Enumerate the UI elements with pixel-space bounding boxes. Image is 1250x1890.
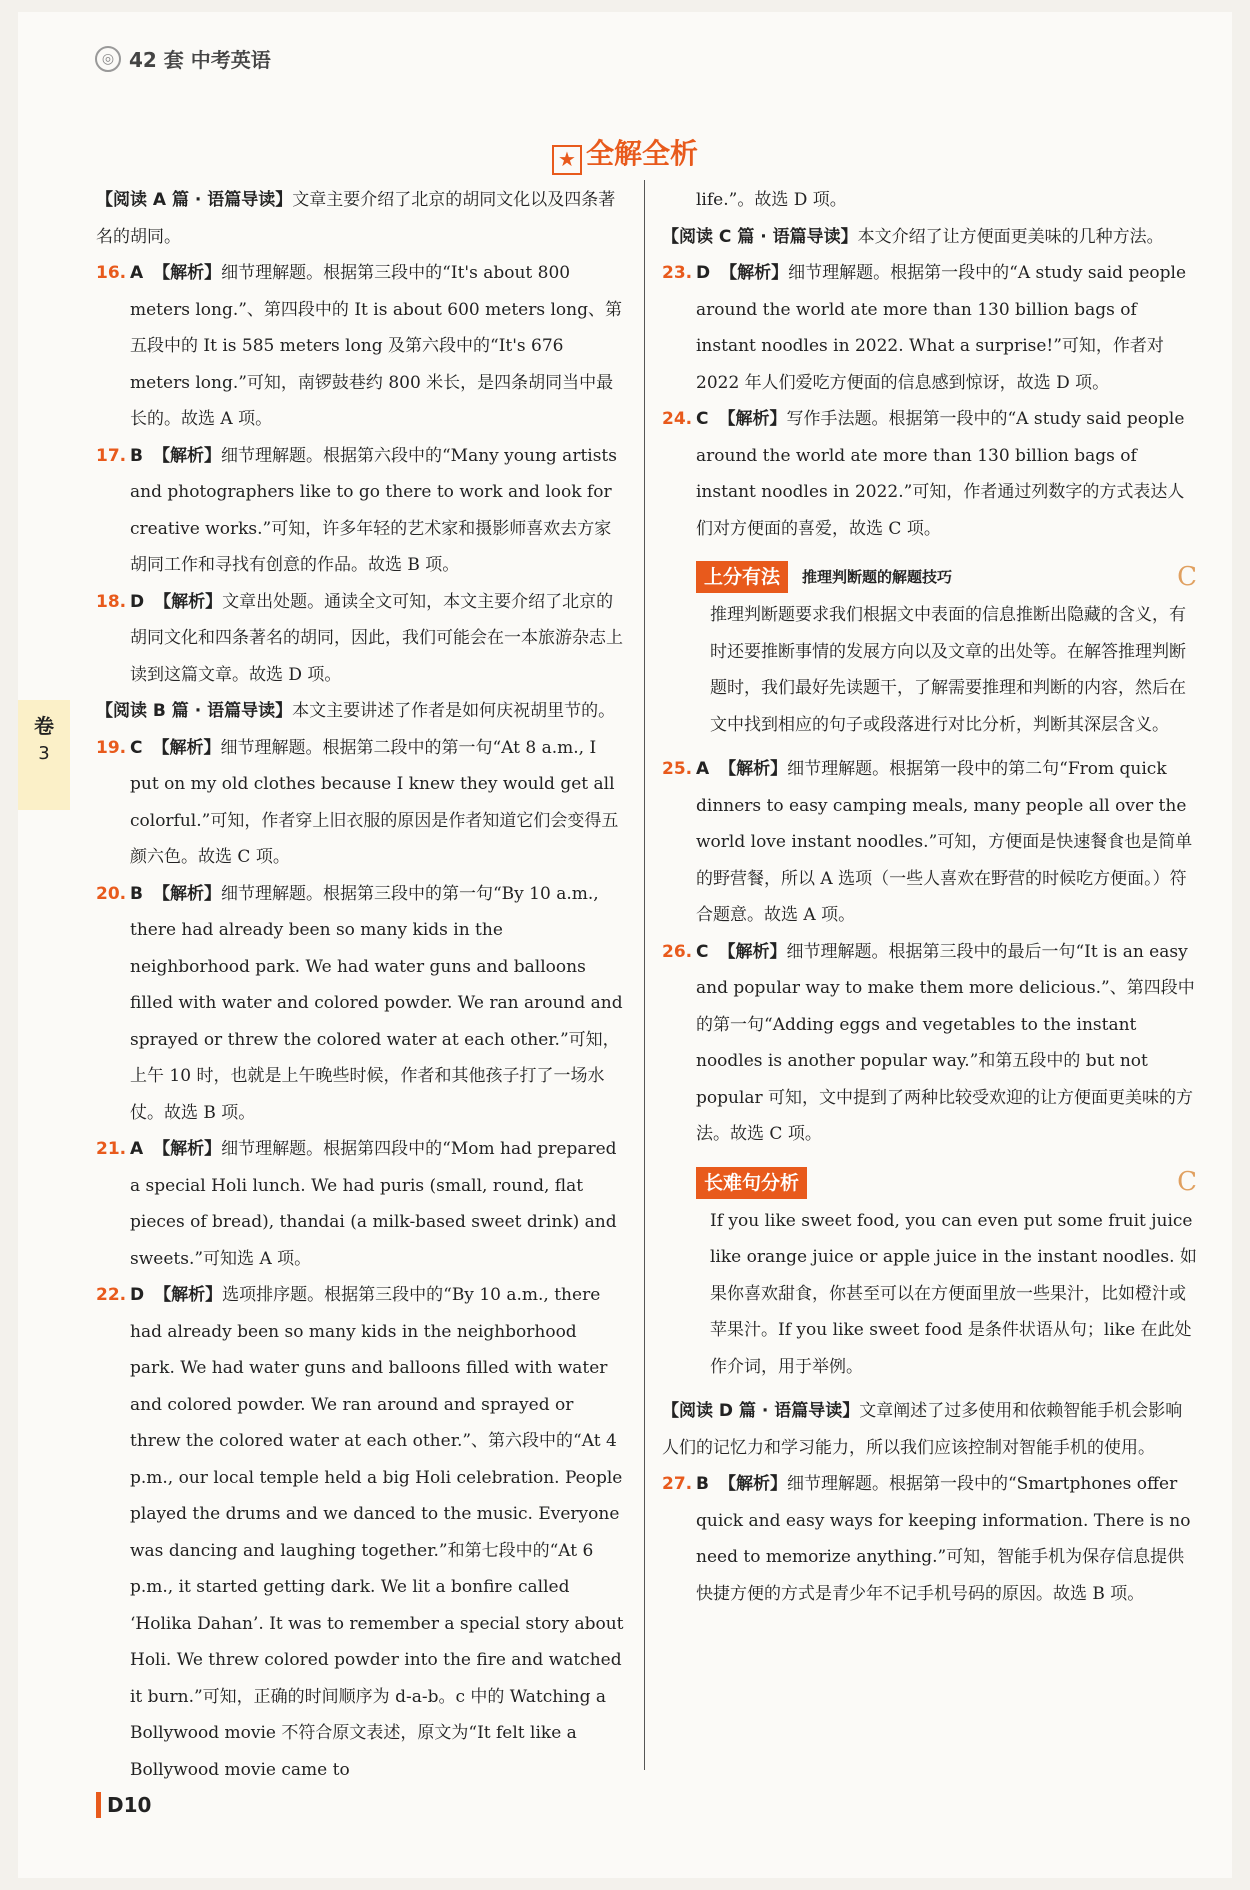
sentence-box-text: If you like sweet food, you can even put some fruit juice like orange juice or apple juice in the instant noodles. 如果你喜欢甜食，你甚至可以在方便面里放一些果汁，比如橙汁或苹果汁。If you like sweet food 是条件状语从句；like 在此处作介词，用于举例。 (710, 1210, 1197, 1377)
guide-text: 文章主要介绍了北京的胡同文化以及四条著名的胡同。 (96, 190, 616, 247)
analysis-text: 细节理解题。根据第二段中的第一句“At 8 a.m., I put on my old clothes because I knew they would get all colorful.”可知，作者穿上旧衣服的原因是作者知道它们会变得五颜六色。故选 C 项。 (130, 737, 619, 867)
guide-text: 本文介绍了让方便面更美味的几种方法。 (857, 226, 1164, 247)
tips-box (696, 557, 1197, 743)
side-tab-label: 卷 (34, 714, 54, 738)
analysis-text: 选项排序题。根据第三段中的“By 10 a.m., there had already been so many kids in the neighborhood park. We had water guns and balloons filled with water and colored powder. We ran around and sprayed or threw the colored water at each other.”、第六段中的“At 4 p.m., our local temple held a big Holi celebration. People played the drums and we danced to the music. Everyone was dancing and laughing together.”和第七段中的“At 6 p.m., it started getting dark. We lit a bonfire called ‘Holika Dahan’. It was to remember a special story about Holi. We threw colored powder into the fire and watched it burn.”可知，正确的时间顺序为 d-a-b。c 中的 Watching a Bollywood movie 不符合原文表述，原文为“It felt like a Bollywood movie came to (130, 1285, 624, 1780)
question-number: 20. (96, 883, 127, 904)
analysis-text: 细节理解题。根据第六段中的“Many young artists and photographers like to go there to work and look for creative works.”可知，许多年轻的艺术家和摄影师喜欢去方家胡同工作和寻找有创意的作品。故选 B 项。 (130, 445, 617, 575)
question-number: 22. (96, 1285, 127, 1305)
continued-text: life.”。故选 D 项。 (696, 190, 847, 210)
answer-22 (96, 1277, 626, 1788)
answer-letter: B (696, 1474, 709, 1494)
running-header (95, 44, 271, 73)
question-number: 19. (96, 737, 127, 758)
question-number: 16. (96, 263, 127, 283)
analysis-text: 细节理解题。根据第三段中的最后一句“It is an easy and popular way to make them more delicious.”、第四段中的第一句“Adding eggs and vegetables to the instant noodles is another popular way.”和第五段中的 but not popular 可知，文中提到了两种比较受欢迎的让方便面更美味的方法。故选 C 项。 (696, 941, 1195, 1144)
answer-20 (96, 876, 626, 1132)
guide-text: 文章阐述了过多使用和依赖智能手机会影响人们的记忆力和学习能力，所以我们应该控制对智能手机的使用。 (662, 1401, 1183, 1458)
answer-21 (96, 1131, 626, 1277)
answer-letter: D (130, 1285, 145, 1305)
analysis-text: 细节理解题。根据第一段中的第二句“From quick dinners to easy camping meals, many people all over the world love instant noodles.”可知，方便面是快速餐食也是简单的野营餐，所以 A 选项（一些人喜欢在野营的时候吃方便面。）符合题意。故选 A 项。 (696, 759, 1193, 925)
guide-tag: 【阅读 B 篇 · 语篇导读】 (96, 701, 293, 721)
tips-box-subtitle: 推理判断题的解题技巧 (802, 567, 953, 586)
answer-letter: C (696, 941, 709, 962)
analysis-tag: 【解析】 (152, 737, 221, 758)
analysis-tag: 【解析】 (152, 445, 221, 466)
tips-box-header (696, 557, 1197, 597)
guide-tag: 【阅读 D 篇 · 语篇导读】 (662, 1401, 860, 1421)
analysis-tag: 【解析】 (153, 1139, 222, 1159)
answer-26 (662, 934, 1197, 1153)
analysis-text: 细节理解题。根据第三段中的第一句“By 10 a.m., there had already been so many kids in the neighborhood park. We had water guns and balloons filled with water and colored powder. We ran around and sprayed or threw the colored water at each other.”可知，上午 10 时，也就是上午晚些时候，作者和其他孩子打了一场水仗。故选 B 项。 (130, 883, 623, 1123)
tips-box-label: 上分有法 (696, 561, 788, 593)
question-number: 21. (96, 1139, 127, 1159)
guide-text: 本文主要讲述了作者是如何庆祝胡里节的。 (292, 701, 616, 721)
decorative-mark-icon: C (1177, 1167, 1197, 1198)
guide-tag: 【阅读 A 篇 · 语篇导读】 (96, 190, 293, 210)
question-number: 24. (662, 409, 693, 429)
answer-letter: C (130, 737, 143, 758)
answer-17 (96, 438, 626, 584)
reading-d-guide (662, 1393, 1197, 1466)
answer-27 (662, 1466, 1197, 1612)
column-divider (644, 180, 645, 1770)
reading-a-guide (96, 182, 626, 255)
answer-letter: D (130, 591, 145, 612)
question-number: 17. (96, 445, 127, 466)
answer-letter: A (130, 263, 144, 283)
answer-22-continued (662, 182, 1197, 219)
answer-letter: C (696, 409, 709, 429)
answer-16 (96, 255, 626, 438)
answer-19 (96, 730, 626, 876)
question-number: 18. (96, 591, 127, 612)
question-number: 23. (662, 263, 693, 283)
guide-tag: 【阅读 C 篇 · 语篇导读】 (662, 226, 858, 247)
sentence-box-label: 长难句分析 (696, 1167, 807, 1199)
decorative-mark-icon: C (1177, 561, 1197, 592)
analysis-tag: 【解析】 (718, 941, 787, 962)
analysis-tag: 【解析】 (153, 263, 222, 283)
analysis-text: 文章出处题。通读全文可知，本文主要介绍了北京的胡同文化和四条著名的胡同，因此，我们可能会在一本旅游杂志上读到这篇文章。故选 D 项。 (130, 591, 623, 685)
answer-letter: D (696, 263, 711, 283)
reading-b-guide (96, 693, 626, 730)
answer-24 (662, 401, 1197, 547)
analysis-text: 写作手法题。根据第一段中的“A study said people around the world ate more than 130 billion bags of instant noodles in 2022.”可知，作者通过列数字的方式表达人们对方便面的喜爱，故选 C 项。 (696, 409, 1185, 539)
sentence-box-header (696, 1163, 1197, 1203)
answer-letter: A (130, 1139, 144, 1159)
analysis-tag: 【解析】 (719, 759, 788, 779)
right-column (662, 182, 1197, 1612)
tips-box-text: 推理判断题要求我们根据文中表面的信息推断出隐藏的含义，有时还要推断事情的发展方向以及文章的出处等。在解答推理判断题时，我们最好先读题干，了解需要推理和判断的内容，然后在文中找到相应的句子或段落进行对比分析，判断其深层含义。 (710, 605, 1186, 735)
analysis-tag: 【解析】 (718, 1474, 787, 1494)
answer-letter: A (696, 759, 710, 779)
analysis-tag: 【解析】 (152, 883, 221, 904)
answer-23 (662, 255, 1197, 401)
question-number: 27. (662, 1474, 693, 1494)
book-logo-icon: ◎ (95, 46, 121, 72)
analysis-text: 细节理解题。根据第三段中的“It's about 800 meters long.”、第四段中的 It is about 600 meters long、第五段中的 It is 585 meters long 及第六段中的“It's 676 meters long.”可知，南锣鼓巷约 800 米长，是四条胡同当中最长的。故选 A 项。 (130, 263, 622, 429)
analysis-tag: 【解析】 (154, 591, 223, 612)
star-icon: ★ (552, 145, 582, 175)
question-number: 25. (662, 759, 693, 779)
answer-letter: B (130, 445, 143, 466)
analysis-tag: 【解析】 (154, 1285, 223, 1305)
left-column (96, 182, 626, 1788)
answer-letter: B (130, 883, 143, 904)
analysis-tag: 【解析】 (720, 263, 789, 283)
answer-18 (96, 584, 626, 694)
side-tab-number: 3 (38, 743, 50, 764)
page-title (0, 132, 1250, 175)
page-title-text: 全解全析 (585, 137, 698, 170)
header-title: 42 套 中考英语 (129, 48, 271, 72)
answer-25 (662, 751, 1197, 934)
analysis-text: 细节理解题。根据第一段中的“A study said people around the world ate more than 130 billion bags of instant noodles in 2022. What a surprise!”可知，作者对 2022 年人们爱吃方便面的信息感到惊讶，故选 D 项。 (696, 263, 1187, 393)
analysis-tag: 【解析】 (718, 409, 787, 429)
reading-c-guide (662, 219, 1197, 256)
analysis-text: 细节理解题。根据第一段中的“Smartphones offer quick and easy ways for keeping information. There is no need to memorize anything.”可知，智能手机为保存信息提供快捷方便的方式是青少年不记手机号码的原因。故选 B 项。 (696, 1474, 1191, 1604)
page-footer (96, 1792, 151, 1818)
side-tab (18, 700, 70, 810)
analysis-text: 细节理解题。根据第四段中的“Mom had prepared a special Holi lunch. We had puris (small, round, flat pieces of bread), thandai (a milk-based sweet drink) and sweets.”可知选 A 项。 (130, 1139, 617, 1269)
question-number: 26. (662, 941, 693, 962)
sentence-analysis-box (696, 1163, 1197, 1386)
footer-accent-bar (96, 1792, 101, 1818)
page-number: D10 (107, 1793, 152, 1817)
